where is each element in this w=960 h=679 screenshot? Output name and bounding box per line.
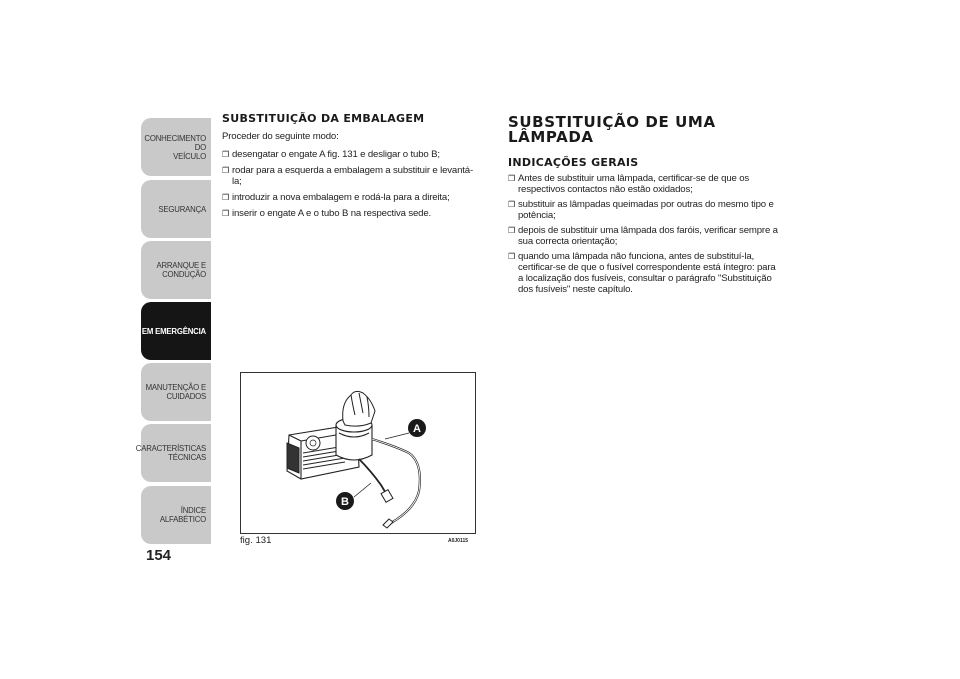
checkbox-bullet-icon: ❒	[222, 193, 230, 202]
checkbox-bullet-icon: ❒	[508, 226, 516, 235]
section-heading: SUBSTITUIÇÃO DA EMBALAGEM	[222, 112, 425, 125]
label-b-marker	[336, 492, 354, 510]
svg-text:A: A	[413, 423, 421, 435]
tab-label: CONHECIMENTO DO VEÍCULO	[144, 133, 206, 161]
checkbox-bullet-icon: ❒	[222, 209, 230, 218]
tab-label: ARRANQUE E CONDUÇÃO	[156, 261, 206, 279]
checkbox-bullet-icon: ❒	[222, 166, 230, 175]
tab-label: CARACTERÍSTICAS TÉCNICAS	[135, 444, 206, 462]
tab-label: SEGURANÇA	[158, 204, 206, 214]
tab-conhecimento-do-veiculo[interactable]	[141, 118, 211, 176]
figure-code: A0J0115	[448, 538, 469, 544]
tab-indice-alfabetico[interactable]	[141, 486, 211, 544]
checkbox-bullet-icon: ❒	[222, 150, 230, 159]
list-item: ❒ Antes de substituir uma lâmpada, certificar-se de que os respectivos contactos não estão oxidados;	[508, 173, 750, 195]
tab-seguranca[interactable]	[141, 180, 211, 238]
tab-manutencao-e-cuidados[interactable]	[141, 363, 211, 421]
list-item: ❒ desengatar o engate A fig. 131 e desligar o tubo B;	[222, 149, 440, 160]
left-column-body	[222, 131, 482, 224]
compressor-sealant-illustration	[241, 373, 475, 533]
tab-arranque-e-conducao[interactable]	[141, 241, 211, 299]
instruction-list	[222, 149, 482, 219]
checkbox-bullet-icon: ❒	[508, 200, 516, 209]
figure-caption: fig. 131	[240, 535, 272, 546]
tab-label: MANUTENÇÃO E CUIDADOS	[145, 383, 206, 401]
figure-131-illustration	[240, 372, 476, 534]
list-item: ❒ introduzir a nova embalagem e rodá-la para a direita;	[222, 192, 450, 203]
chapter-heading: SUBSTITUIÇÃO DE UMA LÂMPADA	[508, 113, 716, 146]
tab-em-emergencia[interactable]	[141, 302, 211, 360]
list-item: ❒ depois de substituir uma lâmpada dos faróis, verificar sempre a sua correcta orientação;	[508, 225, 778, 247]
subsection-heading: INDICAÇÕES GERAIS	[508, 156, 639, 169]
svg-text:B: B	[341, 496, 349, 508]
tab-label: EM EMERGÊNCIA	[141, 326, 206, 336]
checkbox-bullet-icon: ❒	[508, 252, 516, 261]
intro-text: Proceder do seguinte modo:	[222, 131, 339, 142]
general-indications-list	[508, 173, 780, 295]
right-column-body	[508, 173, 780, 299]
list-item: ❒ quando uma lâmpada não funciona, antes de substituí-la, certificar-se de que o fusível correspondente está íntegro: para a localização dos fusíveis, consultar o parágrafo "Substituição dos fusíveis" neste capítulo.	[508, 251, 776, 295]
label-a-marker	[408, 419, 426, 437]
checkbox-bullet-icon: ❒	[508, 174, 516, 183]
page-number: 154	[146, 547, 172, 564]
tab-caracteristicas-tecnicas[interactable]	[135, 424, 211, 482]
list-item: ❒ substituir as lâmpadas queimadas por outras do mesmo tipo e potência;	[508, 199, 774, 221]
list-item: ❒ rodar para a esquerda a embalagem a substituir e levantá-la;	[222, 165, 474, 187]
list-item: ❒ inserir o engate A e o tubo B na respectiva sede.	[222, 208, 432, 219]
tab-label: ÍNDICE ALFABÉTICO	[159, 506, 206, 524]
